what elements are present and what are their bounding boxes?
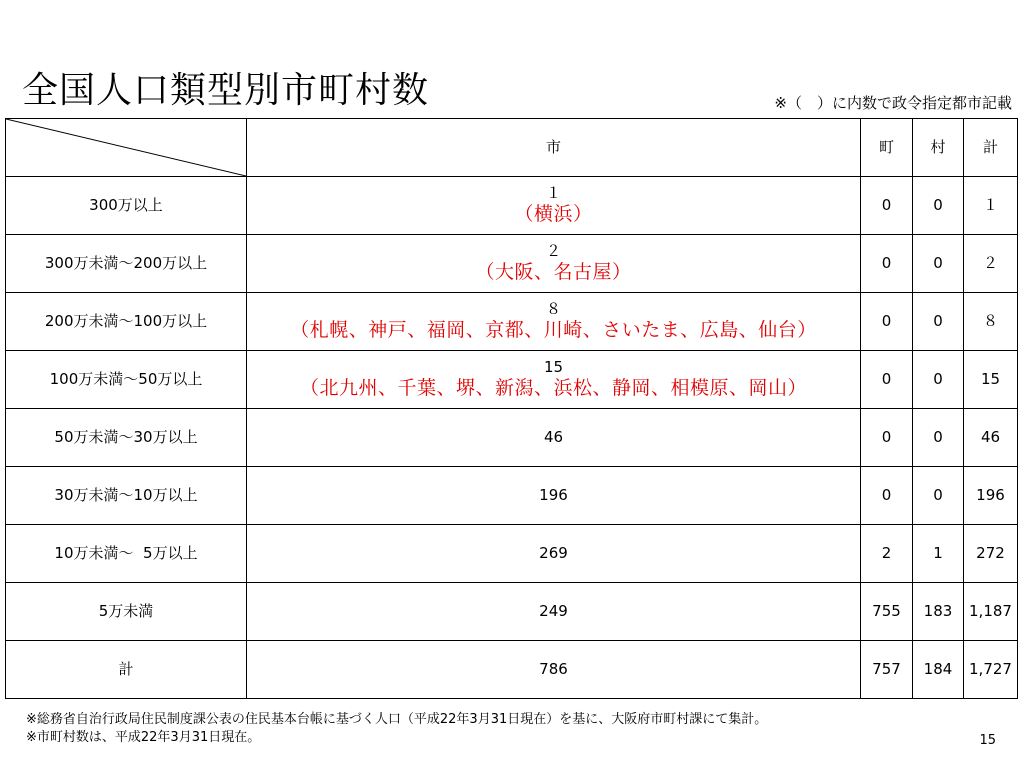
corner-cell bbox=[6, 119, 247, 177]
row-label: 30万未満～10万以上 bbox=[6, 467, 247, 525]
page-title: 全国人口類型別市町村数 bbox=[22, 70, 430, 111]
row-label: 300万未満～200万以上 bbox=[6, 235, 247, 293]
table-row bbox=[6, 467, 1018, 525]
row-label: 計 bbox=[6, 641, 247, 699]
village-count: 0 bbox=[913, 409, 964, 467]
row-label: 5万未満 bbox=[6, 583, 247, 641]
total-count: ２ bbox=[964, 235, 1018, 293]
page-number: 15 bbox=[979, 733, 996, 748]
header-city: 市 bbox=[247, 119, 861, 177]
total-count: １ bbox=[964, 177, 1018, 235]
table-row bbox=[6, 177, 1018, 235]
diagonal-line bbox=[6, 119, 246, 176]
total-count: 196 bbox=[964, 467, 1018, 525]
row-label: 200万未満～100万以上 bbox=[6, 293, 247, 351]
header-village: 村 bbox=[913, 119, 964, 177]
city-cell bbox=[247, 293, 861, 351]
footnotes bbox=[26, 711, 767, 747]
table-row bbox=[6, 525, 1018, 583]
total-count: 1,187 bbox=[964, 583, 1018, 641]
designated-cities: （札幌、神戸、福岡、京都、川崎、さいたま、広島、仙台） bbox=[290, 319, 817, 341]
row-label: 50万未満～30万以上 bbox=[6, 409, 247, 467]
town-count: 0 bbox=[861, 409, 913, 467]
header-total: 計 bbox=[964, 119, 1018, 177]
town-count: 0 bbox=[861, 177, 913, 235]
village-count: 0 bbox=[913, 467, 964, 525]
city-count: 786 bbox=[247, 641, 861, 699]
town-count: 0 bbox=[861, 293, 913, 351]
table-row bbox=[6, 583, 1018, 641]
city-count: 249 bbox=[247, 583, 861, 641]
town-count: 755 bbox=[861, 583, 913, 641]
table-total-row bbox=[6, 641, 1018, 699]
header-town: 町 bbox=[861, 119, 913, 177]
designated-cities: （横浜） bbox=[514, 203, 593, 225]
city-count: ２ bbox=[545, 242, 561, 261]
town-count: 757 bbox=[861, 641, 913, 699]
table-header-row bbox=[6, 119, 1018, 177]
city-count: 15 bbox=[543, 358, 564, 377]
village-count: 184 bbox=[913, 641, 964, 699]
village-count: 1 bbox=[913, 525, 964, 583]
row-label: 10万未満～ 5万以上 bbox=[6, 525, 247, 583]
city-count: 196 bbox=[247, 467, 861, 525]
village-count: 0 bbox=[913, 177, 964, 235]
footnote-date: ※市町村数は、平成22年3月31日現在。 bbox=[26, 730, 261, 745]
village-count: 0 bbox=[913, 351, 964, 409]
city-cell bbox=[247, 235, 861, 293]
town-count: 2 bbox=[861, 525, 913, 583]
designated-cities: （北九州、千葉、堺、新潟、浜松、静岡、相模原、岡山） bbox=[299, 377, 807, 399]
village-count: 183 bbox=[913, 583, 964, 641]
table-row bbox=[6, 235, 1018, 293]
municipality-table bbox=[5, 118, 1018, 699]
footnote-source: ※総務省自治行政局住民制度課公表の住民基本台帳に基づく人口（平成22年3月31日現在）を基に、大阪府市町村課にて集計。 bbox=[26, 712, 768, 727]
table-row bbox=[6, 409, 1018, 467]
city-count: １ bbox=[545, 184, 561, 203]
town-count: 0 bbox=[861, 467, 913, 525]
town-count: 0 bbox=[861, 235, 913, 293]
designated-city-note: ※（ ）に内数で政令指定都市記載 bbox=[774, 94, 1012, 112]
total-count: 46 bbox=[964, 409, 1018, 467]
city-count: 269 bbox=[247, 525, 861, 583]
total-count: 1,727 bbox=[964, 641, 1018, 699]
table-row bbox=[6, 293, 1018, 351]
village-count: 0 bbox=[913, 235, 964, 293]
village-count: 0 bbox=[913, 293, 964, 351]
designated-cities: （大阪、名古屋） bbox=[475, 261, 632, 283]
total-count: 272 bbox=[964, 525, 1018, 583]
city-cell bbox=[247, 177, 861, 235]
total-count: 15 bbox=[964, 351, 1018, 409]
city-count: ８ bbox=[545, 300, 561, 319]
row-label: 300万以上 bbox=[6, 177, 247, 235]
table-row bbox=[6, 351, 1018, 409]
city-count: 46 bbox=[247, 409, 861, 467]
total-count: ８ bbox=[964, 293, 1018, 351]
row-label: 100万未満～50万以上 bbox=[6, 351, 247, 409]
city-cell bbox=[247, 351, 861, 409]
town-count: 0 bbox=[861, 351, 913, 409]
